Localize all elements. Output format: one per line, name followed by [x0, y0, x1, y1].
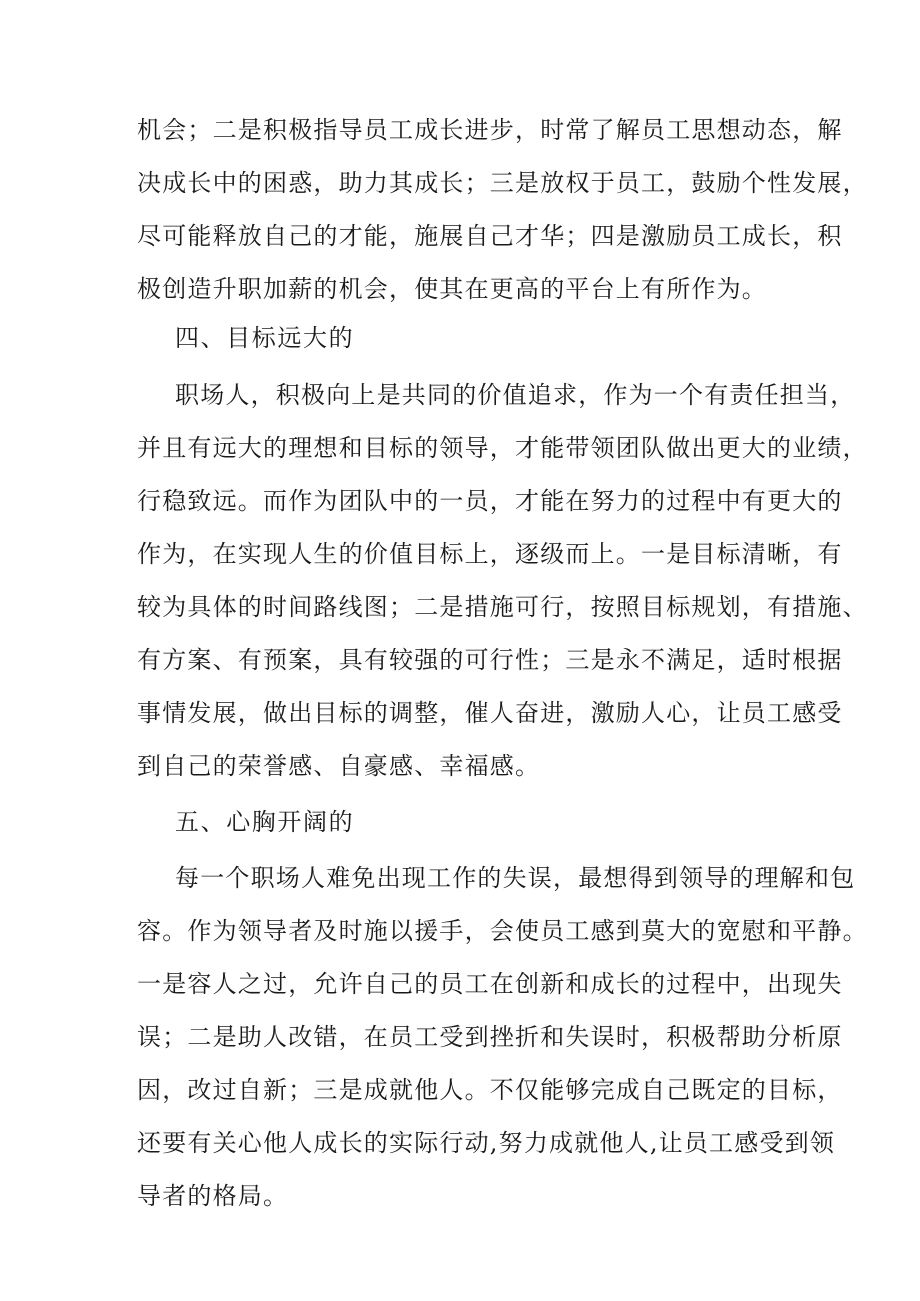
paragraph-line: 误；二是助人改错，在员工受到挫折和失误时，积极帮助分析原: [137, 1023, 843, 1051]
paragraph-line: 作为，在实现人生的价值目标上，逐级而上。一是目标清晰，有: [137, 540, 843, 568]
paragraph-line: 极创造升职加薪的机会，使其在更高的平台上有所作为。: [137, 275, 767, 303]
section-heading-5: 五、心胸开阔的: [175, 808, 355, 836]
paragraph-line: 每一个职场人难免出现工作的失误，最想得到领导的理解和包: [175, 864, 856, 892]
paragraph-line: 还要有关心他人成长的实际行动,努力成就他人,让员工感受到领: [137, 1129, 836, 1157]
paragraph-line: 较为具体的时间路线图；二是措施可行，按照目标规划，有措施、: [137, 593, 868, 621]
section-heading-4: 四、目标远大的: [175, 324, 355, 352]
paragraph-line: 一是容人之过，允许自己的员工在创新和成长的过程中，出现失: [137, 970, 843, 998]
paragraph-line: 行稳致远。而作为团队中的一员，才能在努力的过程中有更大的: [137, 487, 843, 515]
paragraph-line: 决成长中的困惑，助力其成长；三是放权于员工，鼓励个性发展，: [137, 169, 868, 197]
paragraph-line: 事情发展，做出目标的调整，催人奋进，激励人心，让员工感受: [137, 699, 843, 727]
paragraph-line: 因，改过自新；三是成就他人。不仅能够完成自己既定的目标，: [137, 1076, 843, 1104]
paragraph-line: 到自己的荣誉感、自豪感、幸福感。: [137, 752, 541, 780]
paragraph-line: 尽可能释放自己的才能，施展自己才华；四是激励员工成长，积: [137, 222, 843, 250]
paragraph-line: 有方案、有预案，具有较强的可行性；三是永不满足，适时根据: [137, 646, 843, 674]
paragraph-line: 容。作为领导者及时施以援手，会使员工感到莫大的宽慰和平静。: [137, 917, 868, 945]
paragraph-line: 导者的格局。: [137, 1182, 289, 1210]
paragraph-line: 职场人，积极向上是共同的价值追求，作为一个有责任担当，: [175, 381, 856, 409]
paragraph-line: 机会；二是积极指导员工成长进步，时常了解员工思想动态，解: [137, 116, 843, 144]
paragraph-line: 并且有远大的理想和目标的领导，才能带领团队做出更大的业绩，: [137, 434, 868, 462]
